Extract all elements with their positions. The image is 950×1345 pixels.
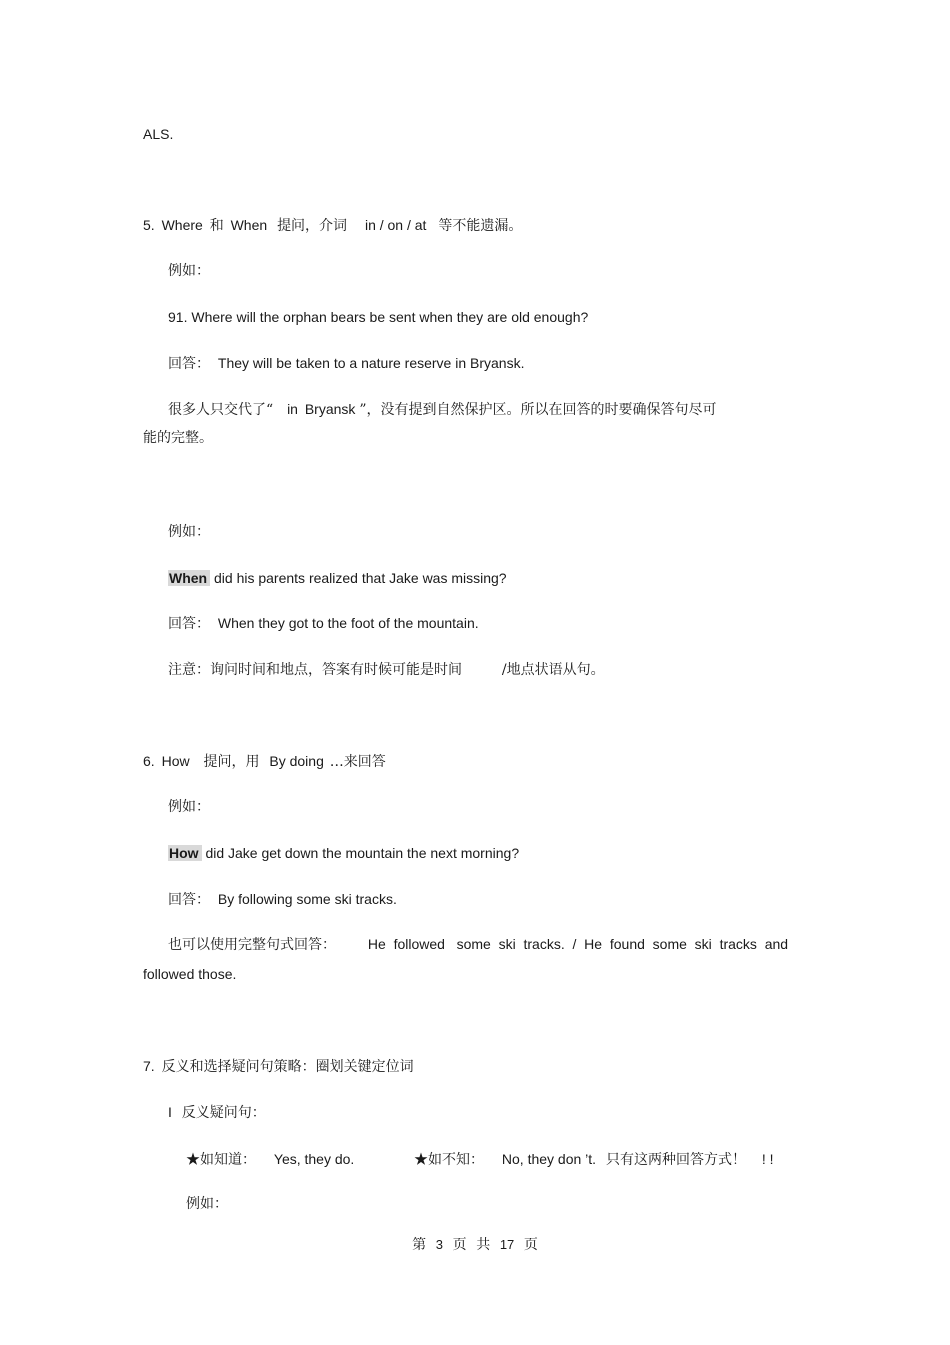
- subheading-tag-question: [168, 1102, 266, 1123]
- sub-number: I: [168, 1104, 172, 1120]
- heading-word-how: How: [161, 753, 190, 769]
- question-how: [168, 843, 519, 863]
- answer-label: 回答：: [168, 356, 210, 372]
- answer-label: 回答：: [168, 892, 210, 908]
- section-5-number: 5.: [143, 217, 155, 233]
- note-quoted: in Bryansk: [287, 401, 356, 417]
- heading-text: 提问，介词: [277, 218, 348, 234]
- section-7-number: 7.: [143, 1058, 155, 1074]
- page-footer: [0, 1234, 950, 1254]
- footer-text: 页: [452, 1237, 467, 1253]
- current-page-number: 3: [435, 1237, 443, 1252]
- footer-text: 页: [523, 1237, 538, 1253]
- question-when: [168, 568, 507, 588]
- note-paragraph: [168, 399, 716, 420]
- heading-prepositions: in / on / at: [364, 217, 427, 233]
- section-7-heading: [143, 1056, 414, 1077]
- alternative-answer: [168, 934, 788, 955]
- note-text: 很多人只交代了“: [168, 402, 274, 418]
- example-label: 例如：: [168, 799, 210, 815]
- dunno-answer: No, they don ’t.: [501, 1151, 597, 1167]
- heading-text: …来回答: [329, 754, 386, 770]
- answer-options-2: [414, 1149, 774, 1170]
- example-label: 例如：: [168, 263, 210, 279]
- question-text: did his parents realized that Jake was missing?: [214, 570, 507, 586]
- section-6-number: 6.: [143, 753, 155, 769]
- question-text: did Jake get down the mountain the next morning?: [205, 845, 520, 861]
- heading-text: 反义和选择疑问句策略：圈划关键定位词: [161, 1059, 414, 1075]
- alt-label: 也可以使用完整句式回答：: [168, 937, 336, 953]
- example-label: 例如：: [168, 524, 210, 540]
- know-label: ★如知道：: [186, 1152, 256, 1168]
- note-line: [168, 659, 605, 680]
- note-text: ”，没有提到自然保护区。所以在回答的时要确保答句尽可: [359, 402, 717, 418]
- footer-text: 第: [412, 1237, 427, 1253]
- answer-line: [168, 889, 397, 910]
- example-label: 例如：: [186, 1196, 228, 1212]
- note-text: /地点状语从句。: [501, 662, 605, 678]
- only-note: 只有这两种回答方式！: [605, 1152, 746, 1168]
- heading-text: 提问，用: [203, 754, 260, 770]
- heading-text: 和: [209, 218, 224, 234]
- know-answer: Yes, they do.: [273, 1151, 355, 1167]
- answer-label: 回答：: [168, 616, 210, 632]
- answer-text: By following some ski tracks.: [217, 891, 397, 907]
- answer-text: They will be taken to a nature reserve in Bryansk.: [217, 355, 525, 371]
- alt-text: He followed some ski tracks. / He found some ski tracks and: [367, 936, 789, 952]
- exclamations: ! !: [761, 1151, 774, 1167]
- heading-word-where: Where: [161, 217, 203, 233]
- keyword-highlight: When: [168, 570, 210, 586]
- sub-text: 反义疑问句：: [181, 1105, 266, 1121]
- answer-line: [168, 353, 524, 374]
- alternative-continuation: followed those.: [143, 966, 237, 982]
- keyword-highlight: How: [168, 845, 202, 861]
- dunno-label: ★如不知：: [414, 1152, 484, 1168]
- heading-by-doing: By doing: [269, 753, 324, 769]
- section-5-heading: [143, 215, 522, 236]
- heading-word-when: When: [230, 217, 268, 233]
- note-text: 注意：询问时间和地点，答案有时候可能是时间: [168, 662, 462, 678]
- total-pages: 17: [499, 1237, 515, 1252]
- footer-text: 共: [476, 1237, 491, 1253]
- answer-line: [168, 613, 479, 634]
- answer-text: When they got to the foot of the mountain.: [217, 615, 479, 631]
- question-91: 91. Where will the orphan bears be sent when they are old enough?: [168, 309, 589, 325]
- answer-options: [186, 1149, 354, 1170]
- heading-text: 等不能遗漏。: [438, 218, 523, 234]
- paragraph-fragment: ALS.: [143, 126, 174, 142]
- note-continuation: 能的完整。: [143, 430, 213, 446]
- section-6-heading: [143, 751, 386, 772]
